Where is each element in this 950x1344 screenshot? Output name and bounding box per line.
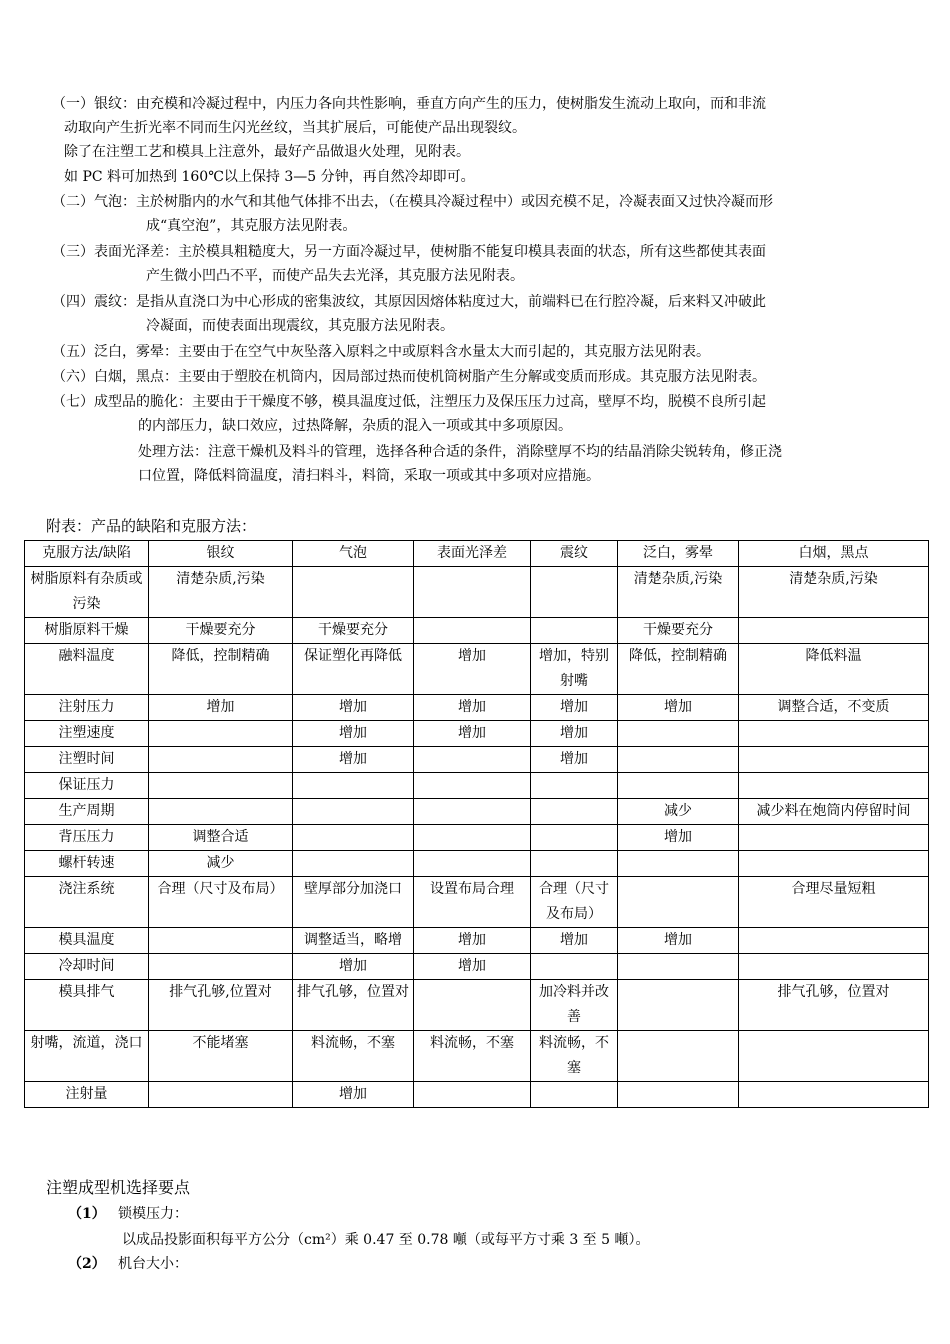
table-cell [618,721,739,747]
header-cell: 表面光泽差 [414,541,531,567]
table-cell [414,825,531,851]
table-cell: 不能堵塞 [149,1031,293,1082]
para-brittle-4: 口位置，降低料筒温度，清扫料斗，料筒，采取一项或其中多项对应措施。 [138,468,600,484]
para-silver-streak-1: （一）银纹：由充模和冷凝过程中，内压力各向共性影响，垂直方向产生的压力，使树脂发生流动上取向，而和非流 [52,96,766,112]
table-row [25,747,929,773]
row-label-cell: 冷却时间 [25,954,149,980]
table-cell: 调整合适 [149,825,293,851]
table-cell [293,825,414,851]
row-label-cell: 注塑速度 [25,721,149,747]
item1-label: 锁模压力： [118,1206,188,1222]
table-row [25,1082,929,1108]
table-cell [149,954,293,980]
table-row [25,825,929,851]
para-gloss-1: （三）表面光泽差：主於模具粗糙度大，另一方面冷凝过早，使树脂不能复印模具表面的状态，所有这些都使其表面 [52,244,766,260]
table-cell: 料流畅，不塞 [531,1031,618,1082]
table-cell: 排气孔够，位置对 [739,980,929,1031]
table-cell: 增加 [293,695,414,721]
table-cell [739,1082,929,1108]
table-cell: 增加 [531,747,618,773]
table-cell: 减少 [618,799,739,825]
table-cell [149,747,293,773]
table-cell: 排气孔够,位置对 [149,980,293,1031]
table-cell: 增加 [531,695,618,721]
table-cell: 设置布局合理 [414,877,531,928]
table-cell [739,851,929,877]
para-silver-streak-2: 动取向产生折光率不同而生闪光丝纹，当其扩展后，可能使产品出现裂纹。 [64,120,526,136]
table-cell [618,954,739,980]
table-cell [414,747,531,773]
defects-table [24,540,929,1108]
table-cell [739,825,929,851]
table-cell: 增加 [149,695,293,721]
table-cell [293,799,414,825]
table-cell [414,618,531,644]
table-cell [618,1031,739,1082]
row-label-cell: 树脂原料干燥 [25,618,149,644]
table-cell: 合理（尺寸及布局） [149,877,293,928]
table-cell [739,1031,929,1082]
row-label-cell: 浇注系统 [25,877,149,928]
table-cell: 料流畅，不塞 [293,1031,414,1082]
table-cell: 增加 [531,721,618,747]
row-label-cell: 融料温度 [25,644,149,695]
table-row [25,928,929,954]
header-cell: 泛白，雾晕 [618,541,739,567]
table-cell [618,877,739,928]
table-cell: 降低，控制精确 [149,644,293,695]
table-cell: 增加 [414,954,531,980]
table-cell: 干燥要充分 [149,618,293,644]
table-row [25,877,929,928]
table-row [25,721,929,747]
header-cell: 气泡 [293,541,414,567]
table-cell: 干燥要充分 [293,618,414,644]
table-row [25,644,929,695]
table-cell: 排气孔够，位置对 [293,980,414,1031]
table-cell [739,773,929,799]
table-cell: 加冷料并改善 [531,980,618,1031]
table-cell: 干燥要充分 [618,618,739,644]
table-cell: 清楚杂质,污染 [618,567,739,618]
table-cell: 增加 [414,928,531,954]
table-cell [739,618,929,644]
table-cell [618,851,739,877]
table-cell [739,747,929,773]
header-cell: 震纹 [531,541,618,567]
table-cell: 增加 [414,644,531,695]
header-cell: 白烟，黑点 [739,541,929,567]
table-cell [531,773,618,799]
row-label-cell: 注塑时间 [25,747,149,773]
table-cell [618,747,739,773]
table-cell: 调整适当，略增 [293,928,414,954]
table-cell: 增加 [414,695,531,721]
table-cell [739,928,929,954]
table-cell [531,618,618,644]
header-cell: 银纹 [149,541,293,567]
table-cell: 增加 [293,721,414,747]
row-label-cell: 射嘴，流道，浇口 [25,1031,149,1082]
table-cell: 增加 [293,954,414,980]
para-whitening: （五）泛白，雾晕：主要由于在空气中灰坠落入原料之中或原料含水量太大而引起的，其克服方法见附表。 [52,344,710,360]
table-cell: 清楚杂质,污染 [149,567,293,618]
table-cell [149,773,293,799]
para-silver-streak-3: 除了在注塑工艺和模具上注意外，最好产品做退火处理，见附表。 [64,144,470,160]
para-brittle-3: 处理方法：注意干燥机及料斗的管理，选择各种合适的条件，消除壁厚不均的结晶消除尖锐转角，修正浇 [138,444,782,460]
table-title: 附表：产品的缺陷和克服方法： [46,517,257,535]
header-cell: 克服方法/缺陷 [25,541,149,567]
item1-number: （1） [68,1206,106,1222]
table-cell: 增加 [293,747,414,773]
table-cell [531,1082,618,1108]
table-cell: 清楚杂质,污染 [739,567,929,618]
table-cell: 增加 [618,695,739,721]
table-cell: 减少 [149,851,293,877]
table-cell [739,721,929,747]
table-cell: 增加 [618,928,739,954]
section-title: 注塑成型机选择要点 [46,1178,191,1197]
row-label-cell: 树脂原料有杂质或污染 [25,567,149,618]
para-bubble-2: 成“真空泡”，其克服方法见附表。 [146,218,357,234]
para-smoke: （六）白烟，黑点：主要由于塑胶在机筒内，因局部过热而使机筒树脂产生分解或变质而形成。其克服方法见附表。 [52,369,766,385]
table-cell [414,1082,531,1108]
para-ripple-1: （四）震纹：是指从直浇口为中心形成的密集波纹，其原因因熔体粘度过大，前端料已在行腔冷凝，后来料又冲破此 [52,294,766,310]
table-cell [531,954,618,980]
table-cell: 保证塑化再降低 [293,644,414,695]
row-label-cell: 螺杆转速 [25,851,149,877]
table-cell [531,567,618,618]
table-cell [293,773,414,799]
table-row [25,1031,929,1082]
table-cell [293,567,414,618]
table-row [25,567,929,618]
row-label-cell: 注射压力 [25,695,149,721]
table-cell [149,799,293,825]
table-cell [531,799,618,825]
table-cell [618,1082,739,1108]
table-cell [293,851,414,877]
table-cell: 合理（尺寸及布局） [531,877,618,928]
row-label-cell: 背压压力 [25,825,149,851]
table-cell [414,567,531,618]
table-cell [414,799,531,825]
table-cell: 料流畅，不塞 [414,1031,531,1082]
table-cell: 增加，特别射嘴 [531,644,618,695]
table-header-row [25,541,929,567]
table-cell [618,773,739,799]
table-row [25,799,929,825]
table-cell [531,851,618,877]
table-cell: 壁厚部分加浇口 [293,877,414,928]
table-cell [149,928,293,954]
table-cell: 降低，控制精确 [618,644,739,695]
table-cell [149,1082,293,1108]
para-brittle-1: （七）成型品的脆化：主要由于干燥度不够，模具温度过低，注塑压力及保压压力过高，壁厚不均，脱模不良所引起 [52,394,766,410]
table-cell [414,773,531,799]
table-row [25,851,929,877]
table-cell [531,825,618,851]
para-silver-streak-4: 如 PC 料可加热到 160℃以上保持 3—5 分钟，再自然冷却即可。 [64,169,475,185]
table-cell: 减少料在炮筒内停留时间 [739,799,929,825]
table-cell [739,954,929,980]
para-ripple-2: 冷凝面，而使表面出现震纹，其克服方法见附表。 [146,318,454,334]
item2-label: 机台大小： [118,1256,188,1272]
table-cell: 增加 [293,1082,414,1108]
item1-text: 以成品投影面积每平方公分（cm²）乘 0.47 至 0.78 噸（或每平方寸乘 3 至 5 噸）。 [122,1232,650,1248]
row-label-cell: 保证压力 [25,773,149,799]
row-label-cell: 生产周期 [25,799,149,825]
table-cell: 合理尽量短粗 [739,877,929,928]
table-row [25,954,929,980]
table-row [25,980,929,1031]
table-cell: 调整合适，不变质 [739,695,929,721]
para-gloss-2: 产生微小凹凸不平，而使产品失去光泽，其克服方法见附表。 [146,268,524,284]
table-cell [414,980,531,1031]
row-label-cell: 注射量 [25,1082,149,1108]
table-cell: 降低料温 [739,644,929,695]
para-brittle-2: 的内部压力，缺口效应，过热降解，杂质的混入一项或其中多项原因。 [138,418,572,434]
table-cell [618,980,739,1031]
table-cell [149,721,293,747]
para-bubble-1: （二）气泡：主於树脂内的水气和其他气体排不出去，（在模具冷凝过程中）或因充模不足，冷凝表面又过快冷凝而形 [52,194,773,210]
row-label-cell: 模具排气 [25,980,149,1031]
table-cell: 增加 [414,721,531,747]
table-row [25,695,929,721]
item2-number: （2） [68,1256,106,1272]
row-label-cell: 模具温度 [25,928,149,954]
table-cell: 增加 [618,825,739,851]
table-row [25,773,929,799]
table-row [25,618,929,644]
table-cell: 增加 [531,928,618,954]
table-cell [414,851,531,877]
